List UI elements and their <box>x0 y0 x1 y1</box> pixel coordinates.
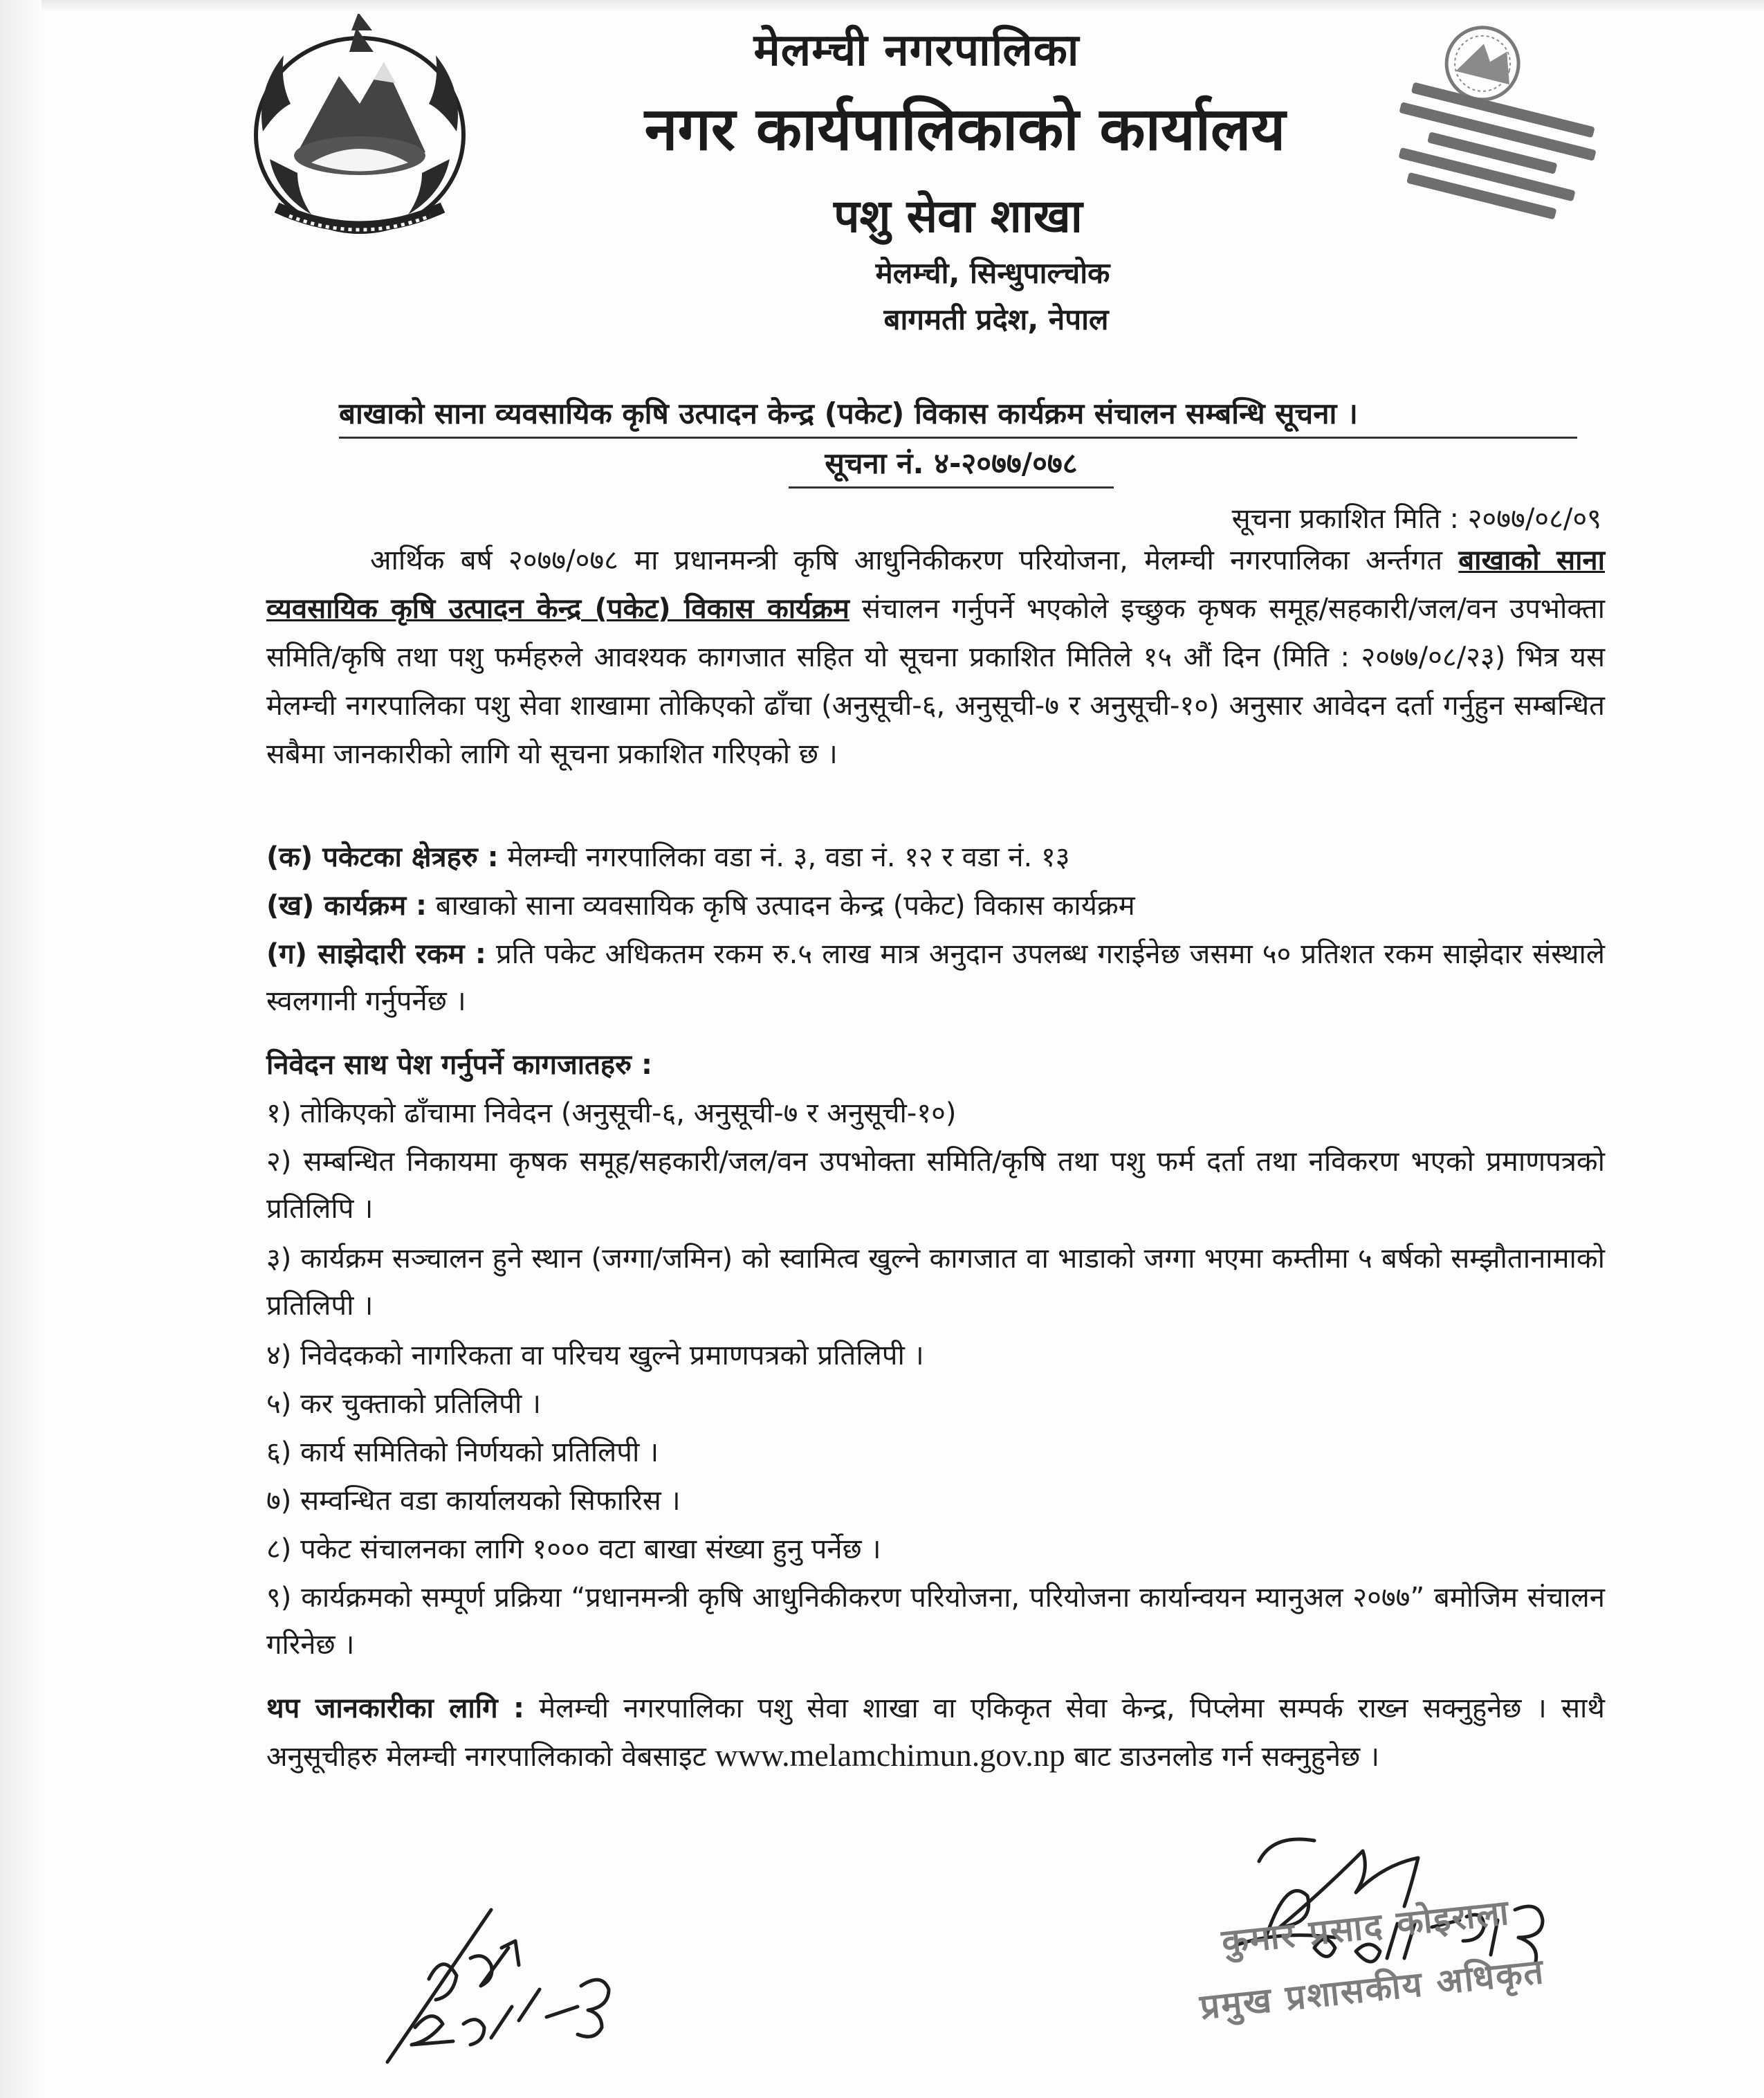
contact-text-end: बाट डाउनलोड गर्न सक्नुहुनेछ । <box>1065 1741 1380 1773</box>
document-item: ९) कार्यक्रमको सम्पूर्ण प्रक्रिया “प्रधानमन्त्री कृषि आधुनिकीकरण परियोजना, परियोजना कार्यान्वयन म्यानुअल २०७७” बमोजिम संचालन गरिनेछ । <box>266 1582 1605 1661</box>
contact-label: थप जानकारीका लागि : <box>266 1693 525 1724</box>
intro-paragraph <box>266 536 1605 778</box>
section-label: (ग) साझेदारी रकम : <box>266 938 486 970</box>
municipality-name: मेलम्ची नगरपालिका <box>753 25 1080 76</box>
document-item: १) तोकिएको ढाँचामा निवेदन (अनुसूची-६, अनुसूची-७ र अनुसूची-१०) <box>266 1097 957 1129</box>
contact-text: मेलम्ची नगरपालिका पशु सेवा शाखा वा एकिकृत सेवा केन्द्र, पिप्लेमा सम्पर्क राख्न सक्नुहुनेछ । साथै अनुसूचीहरु मेलम्ची नगरपालिकाको वेबसाइट <box>266 1693 1605 1773</box>
notice-title: बाखाको साना व्यवसायिक कृषि उत्पादन केन्द्र (पकेट) विकास कार्यक्रम संचालन सम्बन्धि सूचना । <box>339 393 1577 439</box>
intro-program-name: बाखाको साना व्यवसायिक कृषि उत्पादन केन्द्र (पकेट) विकास कार्यक्रम <box>266 545 1605 625</box>
officer-designation: प्रमुख प्रशासकीय अधिकृत <box>1197 1951 1547 2027</box>
intro-text-end: संचालन गर्नुपर्ने भएकोले इच्छुक कृषक समूह/सहकारी/जल/वन उपभोक्ता समिति/कृषि तथा पशु फर्महरुले आवश्यक कागजात सहित यो सूचना प्रकाशित मितिले १५ औं दिन (मिति : २०७७/०८/२३) भित्र यस मेलम्ची नगरपालिका पशु सेवा शाखामा तोकिएको ढाँचा (अनुसूची-६, अनुसूची-७ र अनुसूची-१०) अनुसार आवेदन दर्ता गर्नुहुन सम्बन्धित सबैमा जानकारीको लागि यो सूचना प्रकाशित गरिएको छ । <box>266 593 1605 770</box>
contact-paragraph <box>266 1685 1605 1780</box>
address-line-2: बागमती प्रदेश, नेपाल <box>883 302 1109 336</box>
section-text: मेलम्ची नगरपालिका वडा नं. ३, वडा नं. १२ र वडा नं. १३ <box>498 841 1070 873</box>
document-item: ७) सम्वन्धित वडा कार्यालयको सिफारिस । <box>266 1485 681 1517</box>
published-date: सूचना प्रकाशित मिति : २०७७/०८/०९ <box>1231 503 1601 535</box>
section-partnership-amount <box>266 931 1605 1025</box>
intro-text-start: आर्थिक बर्ष २०७७/०७८ मा प्रधानमन्त्री कृषि आधुनिकीकरण परियोजना, मेलम्ची नगरपालिका अर्न्तगत <box>370 545 1459 576</box>
document-item: ८) पकेट संचालनका लागि १००० वटा बाखा संख्या हुनु पर्नेछ । <box>266 1533 881 1565</box>
scan-border-top <box>0 0 1764 12</box>
officer-name: कुमार प्रसाद कोइराला <box>1220 1892 1512 1963</box>
branch-name: पशु सेवा शाखा <box>834 190 1083 243</box>
document-item: ३) कार्यक्रम सञ्चालन हुने स्थान (जग्गा/जमिन) को स्वामित्व खुल्ने कागजात वा भाडाको जग्गा भएमा कम्तीमा ५ बर्षको सम्झौतानामाको प्रतिलिपी । <box>266 1243 1605 1322</box>
section-program <box>266 882 1605 929</box>
section-text: बाखाको साना व्यवसायिक कृषि उत्पादन केन्द्र (पकेट) विकास कार्यक्रम <box>427 890 1135 922</box>
section-label: (ख) कार्यक्रम : <box>266 890 428 922</box>
document-item: ६) कार्य समितिको निर्णयको प्रतिलिपी । <box>266 1436 659 1468</box>
section-pocket-areas <box>266 834 1605 881</box>
website-link[interactable]: www.melamchimun.gov.np <box>715 1737 1065 1773</box>
office-name: नगर कार्यपालिकाको कार्यालय <box>644 95 1286 164</box>
document-item: २) सम्बन्धित निकायमा कृषक समूह/सहकारी/जल/वन उपभोक्ता समिति/कृषि तथा पशु फर्म दर्ता तथा नविकरण भएको प्रमाणपत्रको प्रतिलिपि । <box>266 1146 1605 1225</box>
handwritten-signature-icon <box>374 1882 671 2076</box>
section-label: (क) पकेटका क्षेत्रहरु : <box>266 841 499 873</box>
scan-border-left <box>0 0 42 2098</box>
documents-heading: निवेदन साथ पेश गर्नुपर्ने कागजातहरु : <box>266 1049 652 1081</box>
notice-number: सूचना नं. ४-२०७७/०७८ <box>789 443 1114 489</box>
document-item: ५) कर चुक्ताको प्रतिलिपी । <box>266 1388 542 1420</box>
address-line-1: मेलम्ची, सिन्धुपाल्चोक <box>875 256 1110 290</box>
section-text: प्रति पकेट अधिकतम रकम रु.५ लाख मात्र अनुदान उपलब्ध गराईनेछ जसमा ५० प्रतिशत रकम साझेदार संस्थाले स्वलगानी गर्नुपर्नेछ । <box>266 938 1605 1017</box>
document-item: ४) निवेदकको नागरिकता वा परिचय खुल्ने प्रमाणपत्रको प्रतिलिपी । <box>266 1340 924 1371</box>
